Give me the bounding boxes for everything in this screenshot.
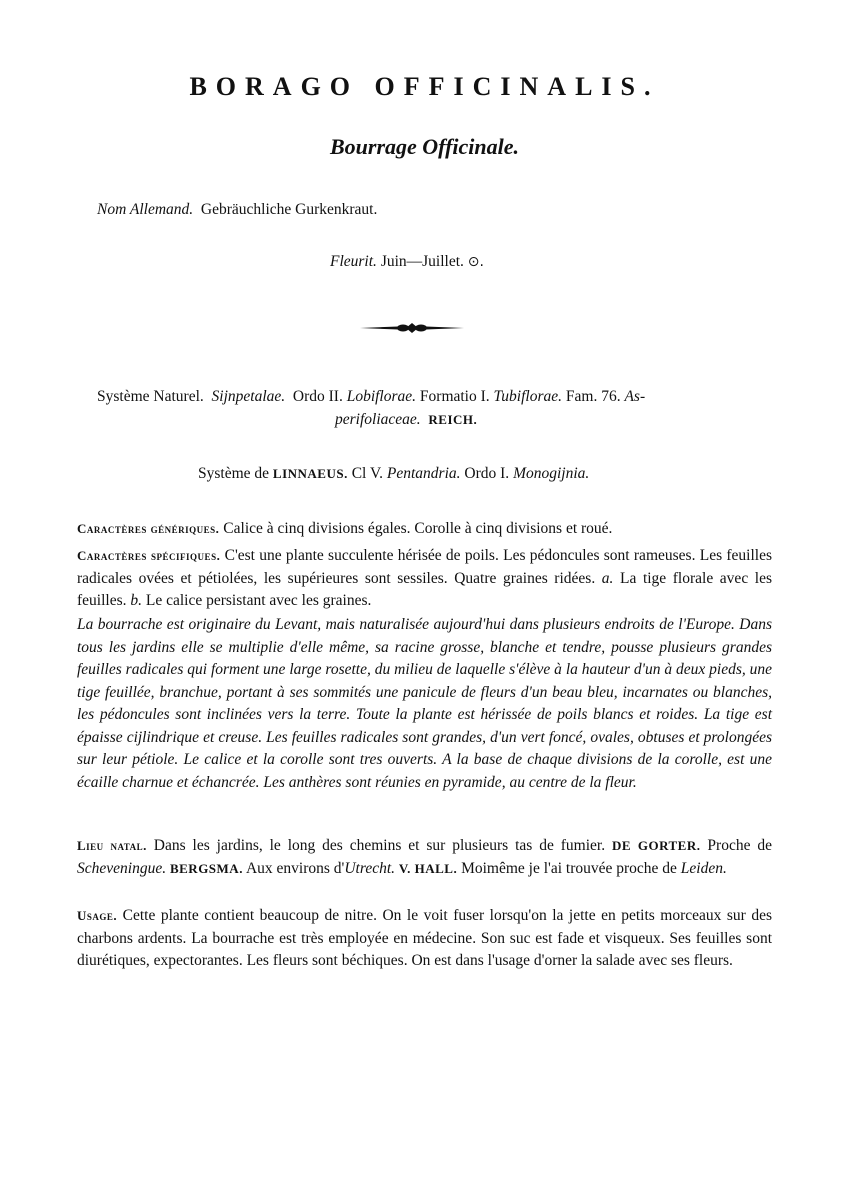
systeme-naturel-line1 xyxy=(97,388,645,406)
scheveningue: Scheveningue. xyxy=(77,859,167,877)
usage xyxy=(77,905,772,973)
sijnpetalae: Sijnpetalae. xyxy=(211,388,286,405)
page-title: BORAGO OFFICINALIS. xyxy=(189,72,660,101)
usage-text: Cette plante contient beaucoup de nitre. On le voit fuser lorsqu'on la jette en petits morceaux sur des charbons ardents. La bourrache est très employée en médecine. Son suc est fade et visqueux. Ses feuilles sont diurétiques, expectorantes. Les fleurs sont béchiques. On est dans l'usage d'orner la salade avec ses fleurs. xyxy=(77,907,772,969)
v-hall-author: V. HALL. xyxy=(398,860,458,876)
description-paragraph: La bourrache est originaire du Levant, mais naturalisée aujourd'hui dans plusieurs endroits de l'Europe. Dans tous les jardins elle se multiplie d'elle même, sa racine grosse, blanche et tendre, pousse plusieurs grandes feuilles radicales qui forment une large rosette, du milieu de laquelle s'élève à la hauteur d'un à deux pieds, une tige feuillée, branchue, portant à ses sommités une panicule de fleurs d'un beau bleu, incarnates ou blanches, les pédoncules sont inclinées vers la terre. Toute la plante est hérissée de poils blancs et roides. La tige est épaisse cijlindrique et creuse. Les feuilles radicales sont grandes, d'un vert foncé, ovales, obtuses et prolongées sur leur pétiole. Le calice et la corolle sont tres ouverts. A la base de chaque divisions de la corolle, est une écaille charnue et échancrée. Les anthères sont réunies en pyramide, au centre de la fleur. xyxy=(77,616,772,791)
lieu-natal-label: Lieu natal. xyxy=(77,838,147,853)
tubiflorae: Tubiflorae. xyxy=(493,388,563,405)
annual-symbol-icon: ⊙. xyxy=(467,254,484,270)
usage-label: Usage. xyxy=(77,908,118,923)
figure-ref-b: b. xyxy=(130,592,142,609)
systeme-naturel-label: Système Naturel. xyxy=(97,388,204,405)
systeme-linnaeus-line xyxy=(198,465,589,483)
reich-author: REICH. xyxy=(428,412,478,427)
page-subtitle: Bourrage Officinale. xyxy=(329,134,520,159)
caracteres-generiques-label: Caractères génériques. xyxy=(77,521,220,536)
linnaeus-author: LINNAEUS. xyxy=(272,466,348,481)
fleurit-label: Fleurit. xyxy=(330,253,377,270)
ordo-ii: Ordo II. xyxy=(292,388,343,405)
caracteres-specifiques-text2: La tige florale avec les feuilles. xyxy=(77,569,772,609)
caracteres-specifiques-text: C'est une plante succulente hérisée de poils. Les pédoncules sont rameuses. Les feuilles radicales ovées et pétiolées, les supérieures sont sessiles. Quatre graines ridées. xyxy=(77,547,773,587)
caracteres-generiques xyxy=(77,518,717,541)
figure-ref-a: a. xyxy=(601,569,614,587)
asperifoliaceae-part1: As- xyxy=(624,388,646,405)
ordo-i: Ordo I. xyxy=(464,465,510,482)
lieu-natal-text1: Dans les jardins, le long des chemins et sur plusieurs tas de fumier. xyxy=(153,837,606,854)
caracteres-generiques-text: Calice à cinq divisions égales. Corolle à cinq divisions et roué. xyxy=(223,520,613,537)
systeme-linnaeus-label: Système de xyxy=(198,465,270,482)
caracteres-specifiques xyxy=(77,545,772,613)
lieu-natal-text4: Moimême je l'ai trouvée proche de xyxy=(461,859,677,877)
pentandria: Pentandria. xyxy=(386,465,461,482)
formatio-i: Formatio I. xyxy=(419,388,490,405)
class-v: Cl V. xyxy=(351,465,384,482)
nom-allemand-label: Nom Allemand. xyxy=(97,201,194,218)
lobiflorae: Lobiflorae. xyxy=(346,388,417,405)
utrecht: Utrecht. xyxy=(344,859,396,877)
leiden: Leiden. xyxy=(680,859,727,877)
monogijnia: Monogijnia. xyxy=(513,465,590,482)
lieu-natal xyxy=(77,835,772,880)
systeme-naturel-line2 xyxy=(335,411,477,429)
fleurit-value: Juin—Juillet. xyxy=(380,253,464,270)
bergsma-author: BERGSMA. xyxy=(169,860,243,876)
nom-allemand-value: Gebräuchliche Gurkenkraut. xyxy=(200,201,378,218)
de-gorter-author: DE GORTER. xyxy=(612,838,701,853)
lieu-natal-text2: Proche de xyxy=(707,837,772,854)
asperifoliaceae-part2: perifoliaceae. xyxy=(335,411,421,428)
fleurit-line xyxy=(330,253,484,271)
caracteres-specifiques-label: Caractères spécifiques. xyxy=(77,548,221,563)
fam-76: Fam. 76. xyxy=(565,388,621,405)
ornament-divider-icon xyxy=(360,321,464,335)
caracteres-specifiques-text3: Le calice persistant avec les graines. xyxy=(145,592,372,609)
nom-allemand-line xyxy=(97,201,377,219)
lieu-natal-text3: Aux environs d' xyxy=(245,859,345,877)
